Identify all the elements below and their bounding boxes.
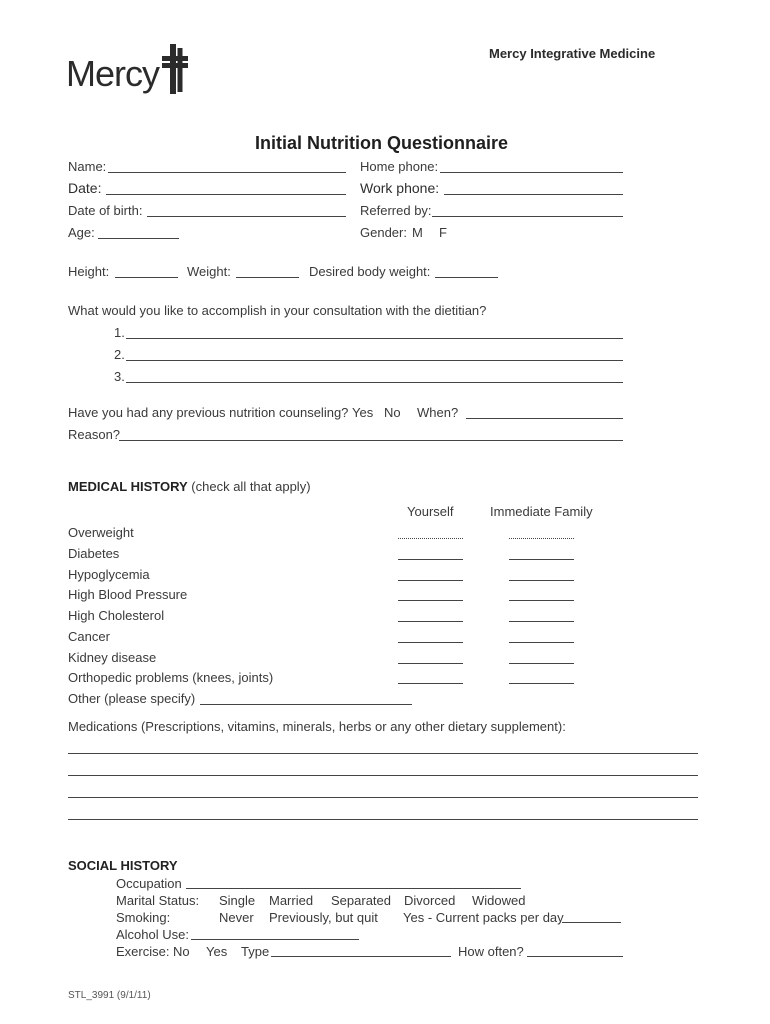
- work-phone-label: Work phone:: [360, 180, 440, 196]
- condition-label: Diabetes: [68, 546, 120, 561]
- exercise-frequency-label: How often?: [458, 944, 524, 959]
- marital-married-option[interactable]: Married: [269, 893, 314, 908]
- condition-yourself-checkbox[interactable]: [398, 538, 463, 539]
- medical-history-heading: [68, 479, 311, 495]
- column-immediate-family: Immediate Family: [490, 504, 593, 519]
- when-field[interactable]: [466, 418, 623, 419]
- exercise-yes-option[interactable]: Yes: [206, 944, 228, 959]
- dob-field[interactable]: [147, 216, 346, 217]
- condition-label: Overweight: [68, 525, 134, 540]
- referred-by-field[interactable]: [432, 216, 623, 217]
- smoking-label: Smoking:: [116, 910, 171, 925]
- condition-label: Hypoglycemia: [68, 567, 150, 582]
- medications-field[interactable]: [68, 775, 698, 776]
- gender-label: Gender:: [360, 225, 407, 240]
- medications-field[interactable]: [68, 753, 698, 754]
- condition-family-checkbox[interactable]: [509, 621, 574, 622]
- cross-icon: [162, 44, 188, 94]
- prior-counseling-no-option[interactable]: No: [384, 405, 401, 420]
- condition-label: Cancer: [68, 629, 110, 644]
- medications-field[interactable]: [68, 797, 698, 798]
- condition-family-checkbox[interactable]: [509, 642, 574, 643]
- condition-label: Kidney disease: [68, 650, 157, 665]
- condition-family-checkbox[interactable]: [509, 600, 574, 601]
- prior-counseling-question: Have you had any previous nutrition counseling?: [68, 405, 349, 420]
- condition-family-checkbox[interactable]: [509, 663, 574, 664]
- name-label: Name:: [68, 159, 107, 174]
- gender-f-option[interactable]: F: [439, 225, 447, 240]
- weight-field[interactable]: [236, 277, 299, 278]
- exercise-label: Exercise:: [116, 944, 170, 959]
- marital-divorced-option[interactable]: Divorced: [404, 893, 456, 908]
- smoking-current-option[interactable]: Yes - Current packs per day: [403, 910, 564, 925]
- medications-field[interactable]: [68, 819, 698, 820]
- smoking-previous-option[interactable]: Previously, but quit: [269, 910, 378, 925]
- condition-yourself-checkbox[interactable]: [398, 559, 463, 560]
- age-label: Age:: [68, 225, 95, 240]
- goal-item-number: 1.: [114, 325, 125, 340]
- occupation-field[interactable]: [186, 888, 521, 889]
- goal-item-field[interactable]: [126, 360, 623, 361]
- desired-weight-label: Desired body weight:: [309, 264, 431, 279]
- logo-wordmark: Mercy: [66, 53, 159, 94]
- goal-item-field[interactable]: [126, 338, 623, 339]
- condition-yourself-checkbox[interactable]: [398, 621, 463, 622]
- packs-per-day-field[interactable]: [562, 922, 621, 923]
- medications-label: Medications (Prescriptions, vitamins, minerals, herbs or any other dietary supplement):: [68, 719, 566, 734]
- marital-single-option[interactable]: Single: [219, 893, 256, 908]
- name-field[interactable]: [108, 172, 346, 173]
- goal-item-field[interactable]: [126, 382, 623, 383]
- age-field[interactable]: [98, 238, 179, 239]
- reason-label: Reason?: [68, 427, 121, 442]
- condition-family-checkbox[interactable]: [509, 538, 574, 539]
- when-label: When?: [417, 405, 459, 420]
- marital-widowed-option[interactable]: Widowed: [472, 893, 526, 908]
- condition-yourself-checkbox[interactable]: [398, 600, 463, 601]
- condition-label: High Blood Pressure: [68, 587, 188, 602]
- org-name: Mercy Integrative Medicine: [489, 46, 656, 61]
- alcohol-use-field[interactable]: [191, 939, 359, 940]
- condition-label: Orthopedic problems (knees, joints): [68, 670, 274, 685]
- social-history-heading: SOCIAL HISTORY: [68, 858, 178, 873]
- condition-label: High Cholesterol: [68, 608, 165, 623]
- desired-weight-field[interactable]: [435, 277, 498, 278]
- other-condition-label: Other (please specify): [68, 691, 196, 706]
- weight-label: Weight:: [187, 264, 231, 279]
- height-label: Height:: [68, 264, 110, 279]
- marital-separated-option[interactable]: Separated: [331, 893, 391, 908]
- medical-history-note: (check all that apply): [191, 479, 311, 494]
- condition-yourself-checkbox[interactable]: [398, 683, 463, 684]
- prior-counseling-yes-option[interactable]: Yes: [352, 405, 374, 420]
- condition-yourself-checkbox[interactable]: [398, 663, 463, 664]
- exercise-frequency-field[interactable]: [527, 956, 623, 957]
- other-condition-field[interactable]: [200, 704, 412, 705]
- referred-by-label: Referred by:: [360, 203, 432, 218]
- condition-family-checkbox[interactable]: [509, 580, 574, 581]
- alcohol-use-label: Alcohol Use:: [116, 927, 189, 942]
- form-code: STL_3991 (9/1/11): [68, 990, 151, 1001]
- height-field[interactable]: [115, 277, 178, 278]
- condition-family-checkbox[interactable]: [509, 559, 574, 560]
- exercise-type-field[interactable]: [271, 956, 451, 957]
- condition-family-checkbox[interactable]: [509, 683, 574, 684]
- date-label: Date:: [68, 180, 102, 196]
- goal-item-number: 3.: [114, 369, 125, 384]
- reason-field[interactable]: [119, 440, 623, 441]
- marital-status-label: Marital Status:: [116, 893, 200, 908]
- goals-question: What would you like to accomplish in your consultation with the dietitian?: [68, 303, 487, 318]
- smoking-never-option[interactable]: Never: [219, 910, 254, 925]
- mercy-logo: [66, 44, 196, 100]
- exercise-type-label: Type: [241, 944, 270, 959]
- column-yourself: Yourself: [407, 504, 454, 519]
- exercise-no-option[interactable]: No: [173, 944, 190, 959]
- condition-yourself-checkbox[interactable]: [398, 642, 463, 643]
- page-title: Initial Nutrition Questionnaire: [255, 133, 509, 153]
- work-phone-field[interactable]: [444, 194, 623, 195]
- gender-m-option[interactable]: M: [412, 225, 423, 240]
- home-phone-label: Home phone:: [360, 159, 439, 174]
- condition-yourself-checkbox[interactable]: [398, 580, 463, 581]
- dob-label: Date of birth:: [68, 203, 143, 218]
- goal-item-number: 2.: [114, 347, 125, 362]
- date-field[interactable]: [106, 194, 346, 195]
- medical-history-title: MEDICAL HISTORY: [68, 479, 188, 494]
- home-phone-field[interactable]: [440, 172, 623, 173]
- occupation-label: Occupation: [116, 876, 182, 891]
